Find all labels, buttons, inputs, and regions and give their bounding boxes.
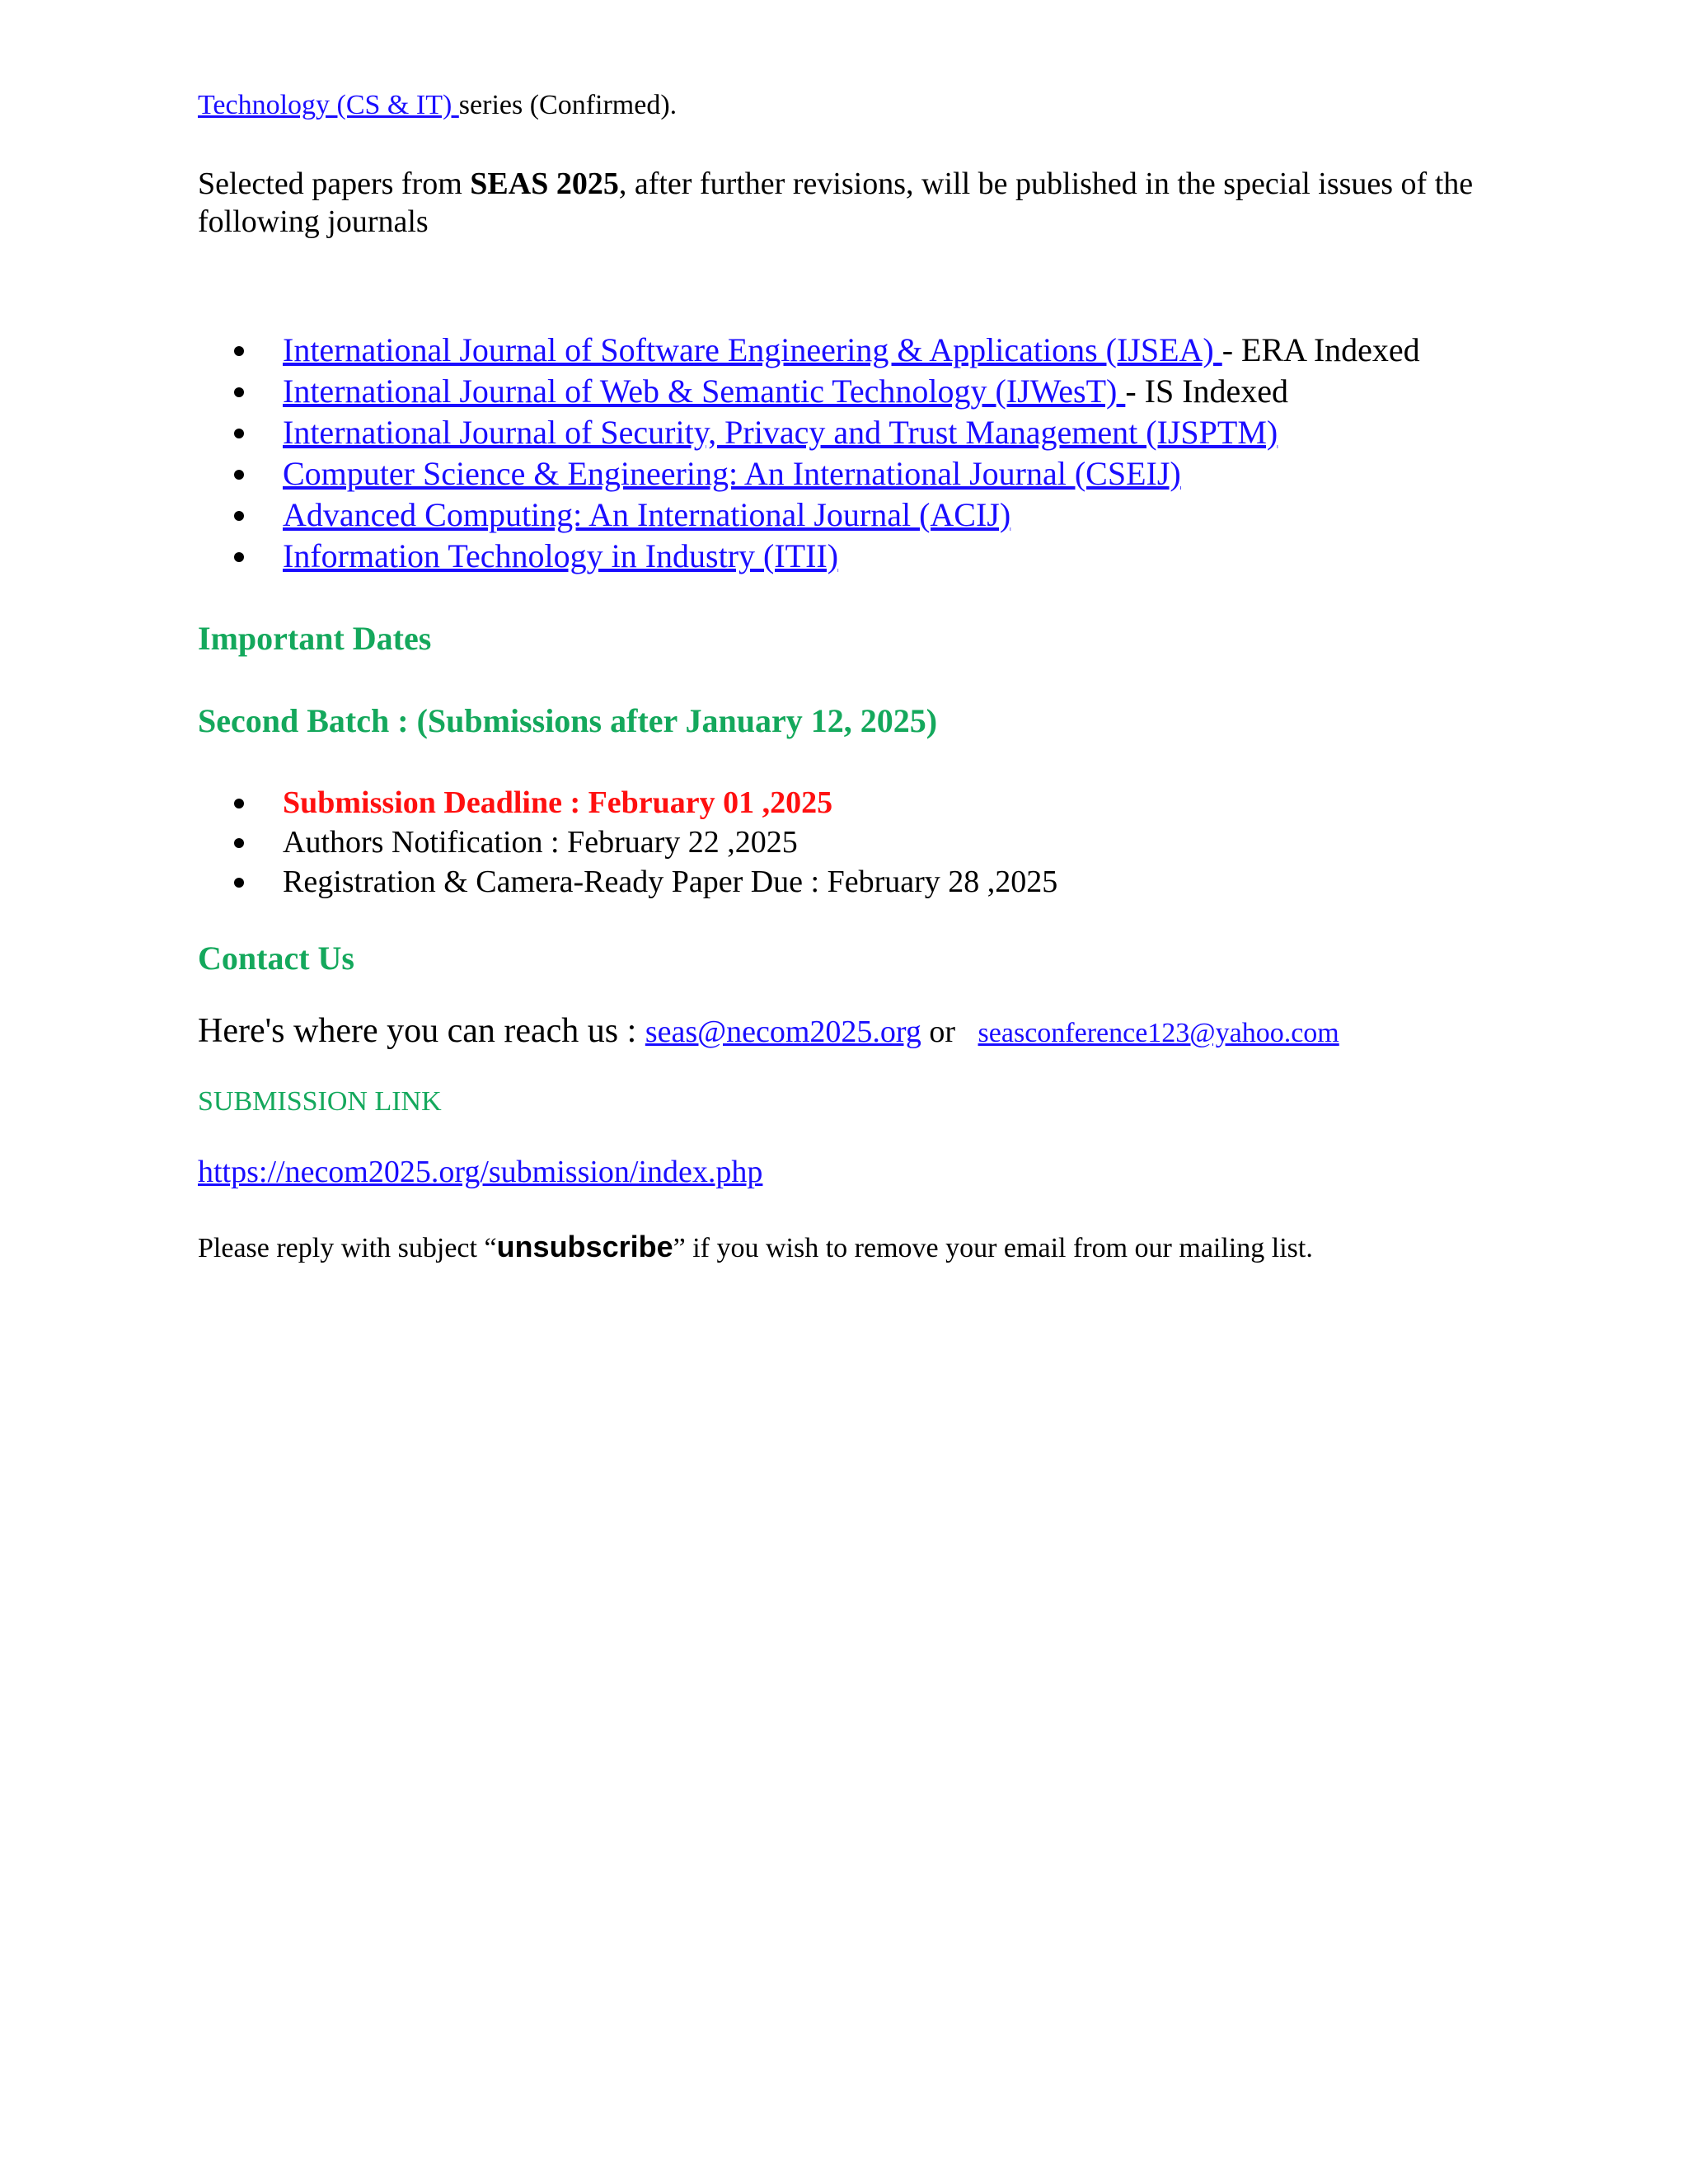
registration-due: Registration & Camera-Ready Paper Due : February 28 ,2025	[283, 865, 1058, 899]
submission-deadline: Submission Deadline : February 01 ,2025	[283, 785, 833, 820]
journal-link-cseij[interactable]: Computer Science & Engineering: An International Journal (CSEIJ)	[283, 455, 1181, 492]
list-item	[198, 536, 1517, 577]
journal-note: - IS Indexed	[1125, 373, 1289, 410]
list-item	[198, 330, 1517, 371]
list-item	[198, 494, 1517, 536]
journal-link-itii[interactable]: Information Technology in Industry (ITII)	[283, 537, 839, 574]
series-line	[198, 82, 1517, 129]
contact-line	[198, 1010, 1517, 1054]
reach-text: Here's where you can reach us :	[198, 1012, 645, 1050]
selected-papers-paragraph	[198, 165, 1517, 241]
bullet-icon	[234, 552, 244, 562]
bullet-icon	[234, 878, 244, 888]
journal-link-acij[interactable]: Advanced Computing: An International Journal (ACIJ)	[283, 496, 1011, 533]
email-body	[198, 82, 1517, 1267]
secondary-email-link[interactable]: seasconference123@yahoo.com	[978, 1018, 1339, 1048]
list-item	[198, 783, 1517, 823]
list-item	[198, 453, 1517, 494]
bullet-icon	[234, 838, 244, 848]
journal-link-ijsea[interactable]: International Journal of Software Engineering & Applications (IJSEA)	[283, 331, 1222, 368]
selected-suffix: , after further revisions, will be published in the special issues of the following journals	[198, 166, 1474, 239]
journal-link-ijsptm[interactable]: International Journal of Security, Privacy and Trust Management (IJSPTM)	[283, 414, 1278, 451]
unsubscribe-note	[198, 1229, 1517, 1267]
bullet-icon	[234, 387, 244, 397]
primary-email-link[interactable]: seas@necom2025.org	[645, 1015, 921, 1049]
dates-list	[198, 783, 1517, 902]
list-item	[198, 371, 1517, 412]
unsubscribe-keyword: unsubscribe	[496, 1230, 673, 1263]
second-batch-heading: Second Batch : (Submissions after January 12, 2025)	[198, 702, 938, 739]
journal-list	[198, 330, 1517, 577]
journal-link-ijwest[interactable]: International Journal of Web & Semantic Technology (IJWesT)	[283, 373, 1126, 410]
cs-it-series-link[interactable]: Technology (CS & IT)	[198, 90, 459, 120]
submission-url-line	[198, 1153, 1517, 1191]
journal-note: - ERA Indexed	[1221, 331, 1420, 368]
authors-notification: Authors Notification : February 22 ,2025	[283, 825, 798, 860]
bullet-icon	[234, 511, 244, 521]
list-item	[198, 862, 1517, 902]
conference-name: SEAS 2025	[470, 166, 619, 201]
bullet-icon	[234, 429, 244, 438]
submission-link-label: SUBMISSION LINK	[198, 1086, 442, 1117]
contact-heading: Contact Us	[198, 940, 354, 977]
unsubscribe-prefix: Please reply with subject “	[198, 1233, 497, 1263]
bullet-icon	[234, 799, 244, 808]
selected-prefix: Selected papers from	[198, 166, 471, 201]
bullet-icon	[234, 346, 244, 356]
important-dates-heading: Important Dates	[198, 620, 432, 657]
or-text: or	[921, 1015, 964, 1049]
list-item	[198, 412, 1517, 453]
series-suffix: series (Confirmed).	[458, 90, 678, 120]
unsubscribe-suffix: ” if you wish to remove your email from our mailing list.	[673, 1233, 1313, 1263]
list-item	[198, 823, 1517, 862]
bullet-icon	[234, 470, 244, 480]
submission-url-link[interactable]: https://necom2025.org/submission/index.php	[198, 1155, 763, 1189]
